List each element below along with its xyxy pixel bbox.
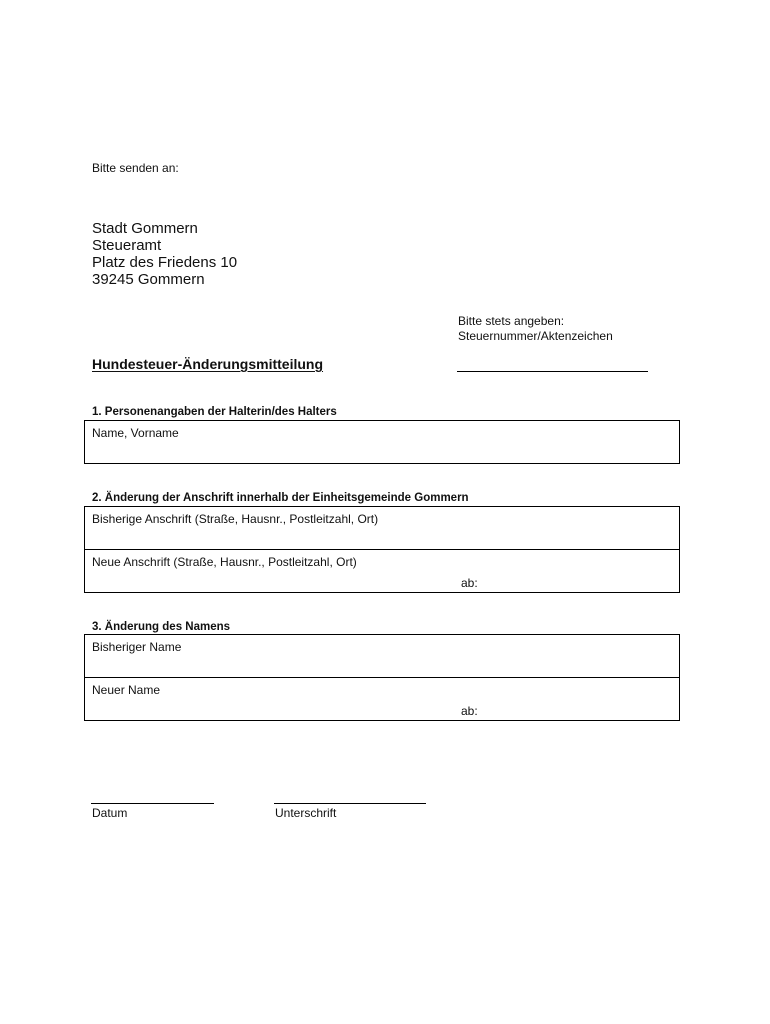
section2-heading: 2. Änderung der Anschrift innerhalb der Einheitsgemeinde Gommern [92,492,469,504]
old-address-label: Bisherige Anschrift (Straße, Hausnr., Postleitzahl, Ort) [92,512,379,526]
new-address-label: Neue Anschrift (Straße, Hausnr., Postleitzahl, Ort) [92,555,357,569]
new-address-field[interactable] [85,550,679,592]
name-field[interactable] [85,421,679,463]
name-field-label: Name, Vorname [92,426,179,440]
date-line[interactable] [91,803,214,804]
section1-heading: 1. Personenangaben der Halterin/des Halters [92,406,337,418]
new-name-field[interactable] [85,678,679,720]
old-name-field[interactable] [85,635,679,678]
recipient-line: Platz des Friedens 10 [92,254,238,271]
section3-heading: 3. Änderung des Namens [92,621,231,633]
recipient-line: 39245 Gommern [92,271,205,288]
form-title: Hundesteuer-Änderungsmitteilung [92,356,324,372]
new-name-label: Neuer Name [92,683,161,697]
old-address-field[interactable] [85,507,679,550]
signature-line[interactable] [274,803,426,804]
reference-number-field[interactable] [457,371,648,372]
reference-note-line1: Bitte stets angeben: [458,314,565,328]
new-name-from-label: ab: [461,704,478,718]
send-to-label: Bitte senden an: [92,161,179,175]
section2-box [84,506,680,593]
reference-note-line2: Steuernummer/Aktenzeichen [458,329,613,343]
old-name-label: Bisheriger Name [92,640,182,654]
recipient-address [92,220,237,288]
recipient-line: Stadt Gommern [92,220,198,237]
signature-label: Unterschrift [275,806,337,820]
date-label: Datum [92,806,128,820]
reference-note [458,314,613,344]
new-address-from-label: ab: [461,576,478,590]
section1-box [84,420,680,464]
section3-box [84,634,680,721]
recipient-line: Steueramt [92,237,162,254]
